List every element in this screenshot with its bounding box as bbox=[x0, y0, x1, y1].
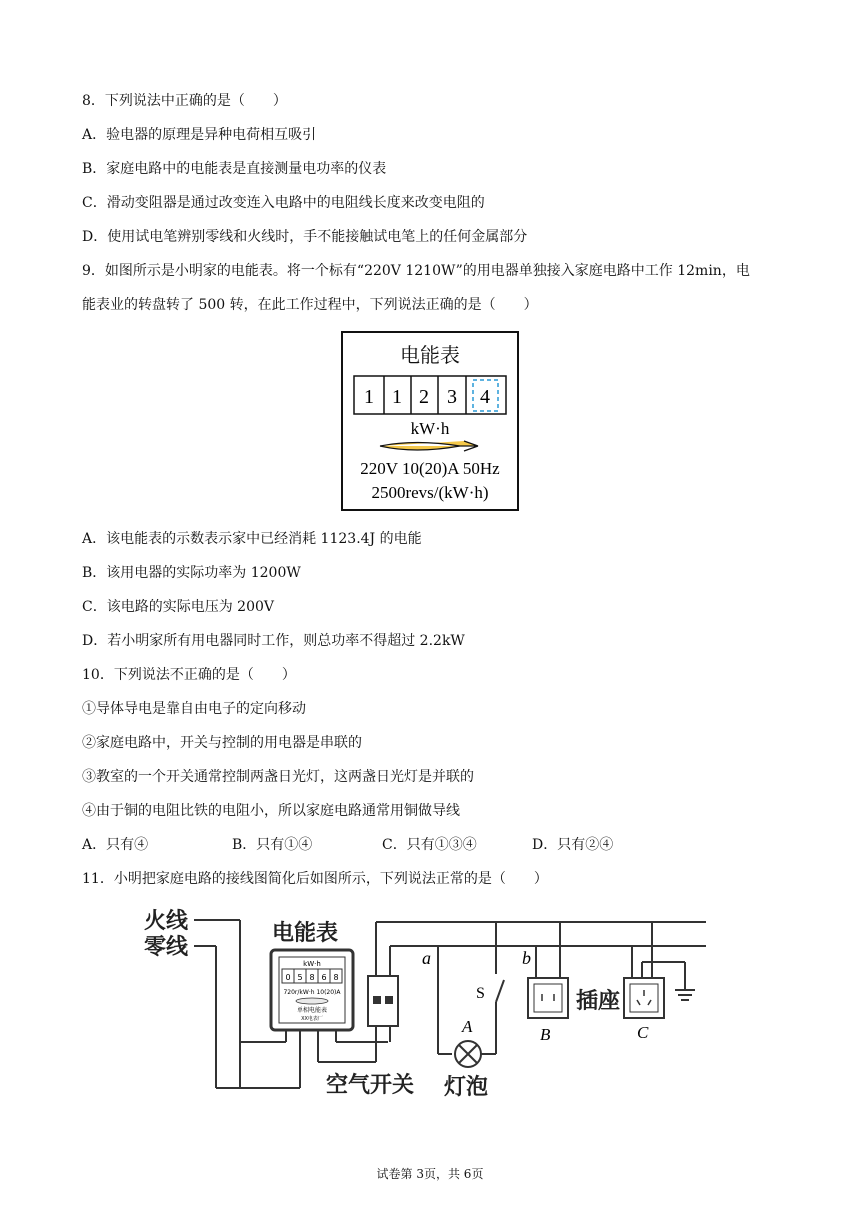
circuit-meter-unit: kW·h bbox=[303, 960, 321, 968]
q9-option-b: B．该用电器的实际功率为 1200W bbox=[82, 565, 301, 581]
q9-option-c: C．该电路的实际电压为 200V bbox=[82, 599, 274, 615]
q10-option-b: B．只有①④ bbox=[232, 837, 313, 853]
circuit-meter-spec: 720r/kW·h 10(20)A bbox=[283, 989, 341, 996]
air-switch-body bbox=[368, 976, 398, 1026]
q9-option-d: D．若小明家所有用电器同时工作，则总功率不得超过 2.2kW bbox=[82, 633, 465, 649]
circuit-meter-digit-2: 5 bbox=[297, 973, 303, 982]
q10-statement-1: ①导体导电是靠自由电子的定向移动 bbox=[82, 701, 306, 717]
switch-s-label: S bbox=[476, 985, 485, 1002]
socket-c-label: C bbox=[637, 1023, 649, 1042]
q10-option-c: C．只有①③④ bbox=[382, 837, 477, 853]
q11-stem: 11．小明把家庭电路的接线图简化后如图所示，下列说法正常的是（ ） bbox=[82, 871, 548, 887]
q8-stem: 8．下列说法中正确的是（ ） bbox=[82, 93, 287, 109]
socket-label: 插座 bbox=[576, 989, 621, 1014]
meter-title: 电能表 bbox=[400, 343, 460, 367]
q8-option-a: A．验电器的原理是异种电荷相互吸引 bbox=[82, 127, 317, 143]
air-switch-label: 空气开关 bbox=[326, 1073, 415, 1098]
q10-option-d: D．只有②④ bbox=[532, 837, 614, 853]
page-footer: 试卷第 3页，共 6页 bbox=[376, 1167, 484, 1181]
q10-statement-3: ③教室的一个开关通常控制两盏日光灯，这两盏日光灯是并联的 bbox=[82, 769, 474, 785]
electric-meter-figure bbox=[340, 330, 520, 512]
q9-stem-line1: 9．如图所示是小明家的电能表。将一个标有“220V 1210W”的用电器单独接入家庭电路中工作 12min，电 bbox=[82, 263, 750, 279]
socket-b-label: B bbox=[540, 1025, 551, 1044]
meter-title-label: 电能表 bbox=[272, 921, 339, 946]
bulb-a-label: A bbox=[462, 1017, 473, 1036]
circuit-meter-digit-3: 8 bbox=[309, 973, 315, 982]
q10-statement-2: ②家庭电路中，开关与控制的用电器是串联的 bbox=[82, 735, 362, 751]
circuit-meter-digit-1: 0 bbox=[285, 973, 291, 982]
circuit-meter-name: 单相电能表 bbox=[296, 1007, 328, 1014]
point-b-label: b bbox=[522, 948, 531, 968]
meter-digit-4: 3 bbox=[447, 386, 457, 408]
circuit-meter-digit-5: 8 bbox=[333, 973, 339, 982]
q8-option-b: B．家庭电路中的电能表是直接测量电功率的仪表 bbox=[82, 161, 387, 177]
bulb-label: 灯泡 bbox=[444, 1075, 489, 1100]
q9-option-a: A．该电能表的示数表示家中已经消耗 1123.4J 的电能 bbox=[82, 531, 422, 547]
meter-digit-1: 1 bbox=[364, 386, 374, 408]
live-wire-label: 火线 bbox=[144, 909, 189, 934]
q10-option-a: A．只有④ bbox=[82, 837, 149, 853]
neutral-wire-label: 零线 bbox=[144, 935, 189, 960]
meter-spec-2: 2500revs/(kW·h) bbox=[371, 483, 489, 502]
meter-digit-3: 2 bbox=[419, 386, 429, 408]
q8-option-d: D．使用试电笔辨别零线和火线时，手不能接触试电笔上的任何金属部分 bbox=[82, 229, 528, 245]
circuit-meter-maker: XX电表厂 bbox=[301, 1016, 323, 1022]
q10-stem: 10．下列说法不正确的是（ ） bbox=[82, 667, 296, 683]
meter-spec-1: 220V 10(20)A 50Hz bbox=[360, 459, 500, 478]
meter-digit-2: 1 bbox=[392, 386, 402, 408]
q8-option-c: C．滑动变阻器是通过改变连入电路中的电阻线长度来改变电阻的 bbox=[82, 195, 485, 211]
meter-unit: kW·h bbox=[410, 419, 450, 438]
switch-s-lever bbox=[496, 980, 504, 1002]
q9-stem-line2: 能表业的转盘转了 500 转，在此工作过程中，下列说法正确的是（ ） bbox=[82, 297, 538, 313]
meter-digit-5: 4 bbox=[480, 386, 490, 408]
household-circuit-diagram bbox=[140, 902, 712, 1102]
point-a-label: a bbox=[422, 948, 431, 968]
circuit-meter-digit-4: 6 bbox=[321, 973, 327, 982]
q10-statement-4: ④由于铜的电阻比铁的电阻小，所以家庭电路通常用铜做导线 bbox=[82, 803, 460, 819]
